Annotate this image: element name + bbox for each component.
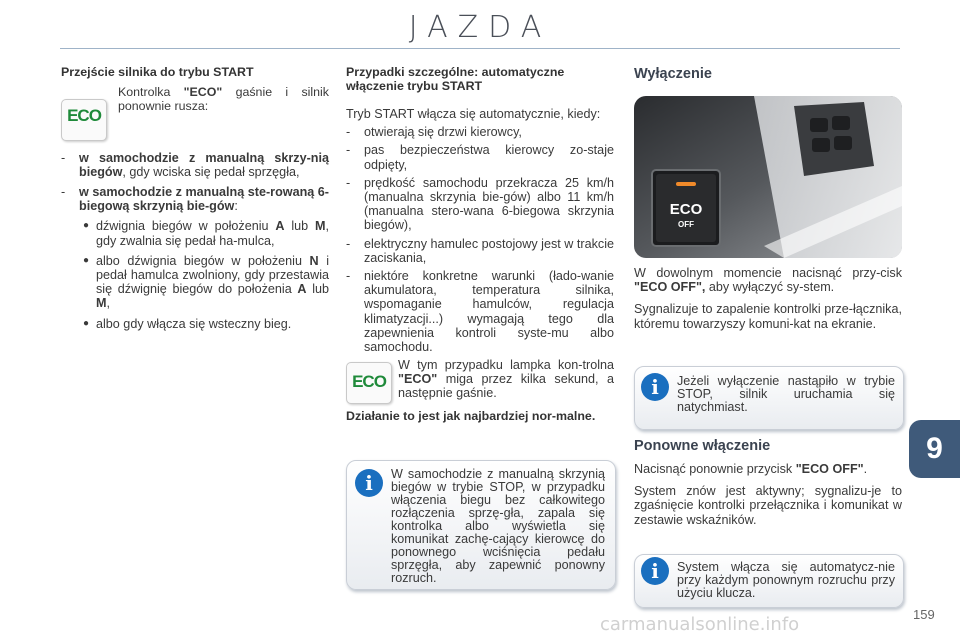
eco-lamp-text: W tym przypadku lampka kon-trolna "ECO" miga przez kilka sekund, a następnie gaśnie. (398, 358, 614, 400)
list-item: - otwierają się drzwi kierowcy, (346, 125, 522, 140)
info-box-manual-gearbox: i W samochodzie z manualną skrzynią biegów w trybie STOP, w przypadku włączenia biegu bez całkowitego rozłączenia sprzę-gła, zapala się kontrolka albo wyświetla się komunikat zachę-cający kierowcę do ponownego wciśnięcia pedału sprzęgła, aby zapewnić ponowny rozruch. (346, 460, 616, 590)
page-number: 159 (913, 607, 935, 622)
watermark: carmanualsonline.info (600, 614, 800, 635)
eco-button-label: ECO (669, 201, 703, 218)
bullet-item: ● dźwignia biegów w położeniu A lub M, gdy zwalnia się pedał ha-mulca, (83, 219, 329, 248)
info-box-auto-reactivation: i System włącza się automatycz-nie przy każdym ponownym rozruchu przy użyciu klucza. (634, 554, 904, 608)
deactivate-text: W dowolnym momencie nacisnąć przy-cisk "ECO OFF", aby wyłączyć sy-stem. (634, 266, 902, 295)
list-item: - niektóre konkretne warunki (łado-wanie akumulatora, temperatura silnika, wspomaganie hamulców, regulacja klimatyzacji...) wymagają tego dla zapewnienia kontroli syste-mu albo samochodu. (346, 269, 614, 355)
info-icon: i (641, 373, 669, 401)
eco-indicator-icon: ECO (61, 99, 107, 141)
column-1 (61, 66, 329, 331)
section-heading-special-cases: Przypadki szczególne: automatyczne włączenie trybu START (346, 65, 565, 93)
list-item: - elektryczny hamulec postojowy jest w trakcie zaciskania, (346, 236, 614, 265)
list-item: - pas bezpieczeństwa kierowcy zo-staje odpięty, (346, 143, 614, 172)
info-box-stop-mode: i Jeżeli wyłączenie nastąpiło w trybie STOP, silnik uruchamia się natychmiast. (634, 366, 904, 430)
chapter-tab: 9 (909, 420, 960, 478)
info-icon: i (641, 557, 669, 585)
bullet-item: ● albo dźwignia biegów w położeniu N i pedał hamulca zwolniony, gdy przestawia się dźwignię biegów do położenia A lub M, (83, 253, 329, 311)
deactivate-signal-text: Sygnalizuje to zapalenie kontrolki prze-łącznika, któremu towarzyszy komuni-kat na ekranie. (634, 302, 902, 331)
eco-off-switch-photo (634, 96, 902, 258)
list-item: - prędkość samochodu przekracza 25 km/h (manualna skrzynia bie-gów) albo 11 km/h (manualna stero-wana 6-biegowa skrzynia biegów), (346, 175, 614, 233)
page-title: JAZDA (408, 10, 552, 45)
section-heading-deactivation: Wyłączenie (634, 66, 712, 82)
bullet-item: ● albo gdy włącza się wsteczny bieg. (83, 316, 292, 331)
column-2 (346, 66, 614, 354)
normal-operation-note: Działanie to jest jak najbardziej nor-malne. (346, 409, 596, 423)
section-heading-reactivation: Ponowne włączenie (634, 438, 771, 454)
header-rule (60, 48, 900, 49)
eco-indicator-icon: ECO (346, 362, 392, 404)
off-button-label: OFF (678, 220, 694, 229)
info-icon: i (355, 469, 383, 497)
auto-start-intro: Tryb START włącza się automatycznie, kiedy: (346, 107, 601, 121)
list-item: - w samochodzie z manualną ste-rowaną 6-biegową skrzynią bie-gów: (61, 184, 329, 214)
section-heading-start: Przejście silnika do trybu START (61, 65, 254, 79)
column-3 (634, 266, 902, 331)
reactivation-text: Nacisnąć ponownie przycisk "ECO OFF". System znów jest aktywny; sygnalizu-je to zgaśnięcie kontrolki przełącznika i komunikat w zestawie wskaźników. (634, 462, 902, 527)
list-item: - w samochodzie z manualną skrzy-nią biegów, gdy wciska się pedał sprzęgła, (61, 150, 329, 179)
auto-start-list (346, 125, 614, 354)
eco-intro: Kontrolka "ECO" gaśnie i silnik ponownie rusza: (118, 84, 329, 113)
dashboard-photo (634, 96, 902, 258)
